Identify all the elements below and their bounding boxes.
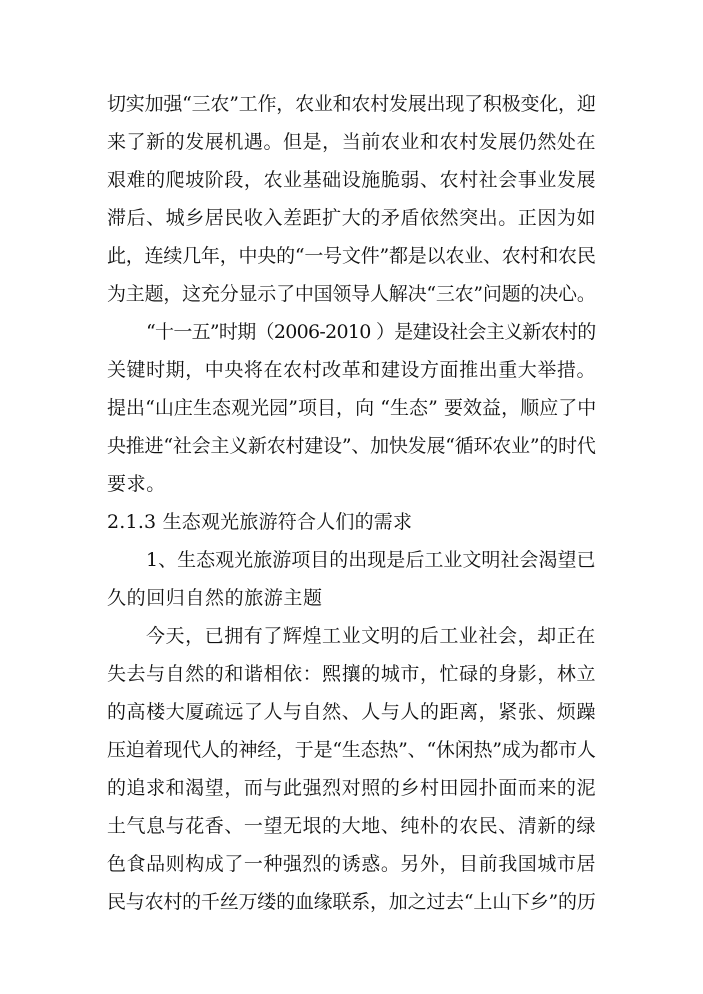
text-line: 的高楼大厦疏远了人与自然、人与人的距离，紧张、烦躁 (107, 701, 597, 723)
text-line: 为主题，这充分显示了中国领导人解决“三农”问题的决心。 (107, 283, 596, 305)
text-line: 民与农村的千丝万缕的血缘联系，加之过去“上山下乡”的历 (107, 891, 596, 913)
text-line: 关键时期，中央将在农村改革和建设方面推出重大举措。 (107, 359, 597, 381)
text-line: 压迫着现代人的神经，于是“生态热”、“休闲热”成为都市人 (107, 739, 596, 761)
text-line: 1、生态观光旅游项目的出现是后工业文明社会渴望已 (146, 549, 596, 571)
text-line: 央推进“社会主义新农村建设”、加快发展“循环农业”的时代 (107, 435, 596, 457)
text-line: 来了新的发展机遇。但是，当前农业和农村发展仍然处在 (107, 131, 597, 153)
text-line: 色食品则构成了一种强烈的诱惑。另外，目前我国城市居 (107, 853, 597, 875)
section-heading: 2.1.3 生态观光旅游符合人们的需求 (107, 511, 413, 533)
text-line: 久的回归自然的旅游主题 (107, 587, 323, 609)
text-line: “十一五”时期（2006-2010 ）是建设社会主义新农村的 (146, 321, 596, 343)
text-line: 的追求和渴望，而与此强烈对照的乡村田园扑面而来的泥 (107, 777, 597, 799)
text-line: 提出“山庄生态观光园”项目，向 “生态” 要效益，顺应了中 (107, 397, 597, 419)
text-line: 土气息与花香、一望无垠的大地、纯朴的农民、清新的绿 (107, 815, 597, 837)
text-line: 滞后、城乡居民收入差距扩大的矛盾依然突出。正因为如 (107, 207, 597, 229)
text-line: 要求。 (107, 473, 166, 495)
text-line: 艰难的爬坡阶段，农业基础设施脆弱、农村社会事业发展 (107, 169, 597, 191)
text-line: 今天，已拥有了辉煌工业文明的后工业社会，却正在 (146, 625, 596, 647)
text-line: 失去与自然的和谐相依：熙攘的城市，忙碌的身影，林立 (107, 663, 597, 685)
text-line: 此，连续几年，中央的“一号文件”都是以农业、农村和农民 (107, 245, 596, 267)
text-line: 切实加强“三农”工作，农业和农村发展出现了积极变化，迎 (107, 93, 596, 115)
